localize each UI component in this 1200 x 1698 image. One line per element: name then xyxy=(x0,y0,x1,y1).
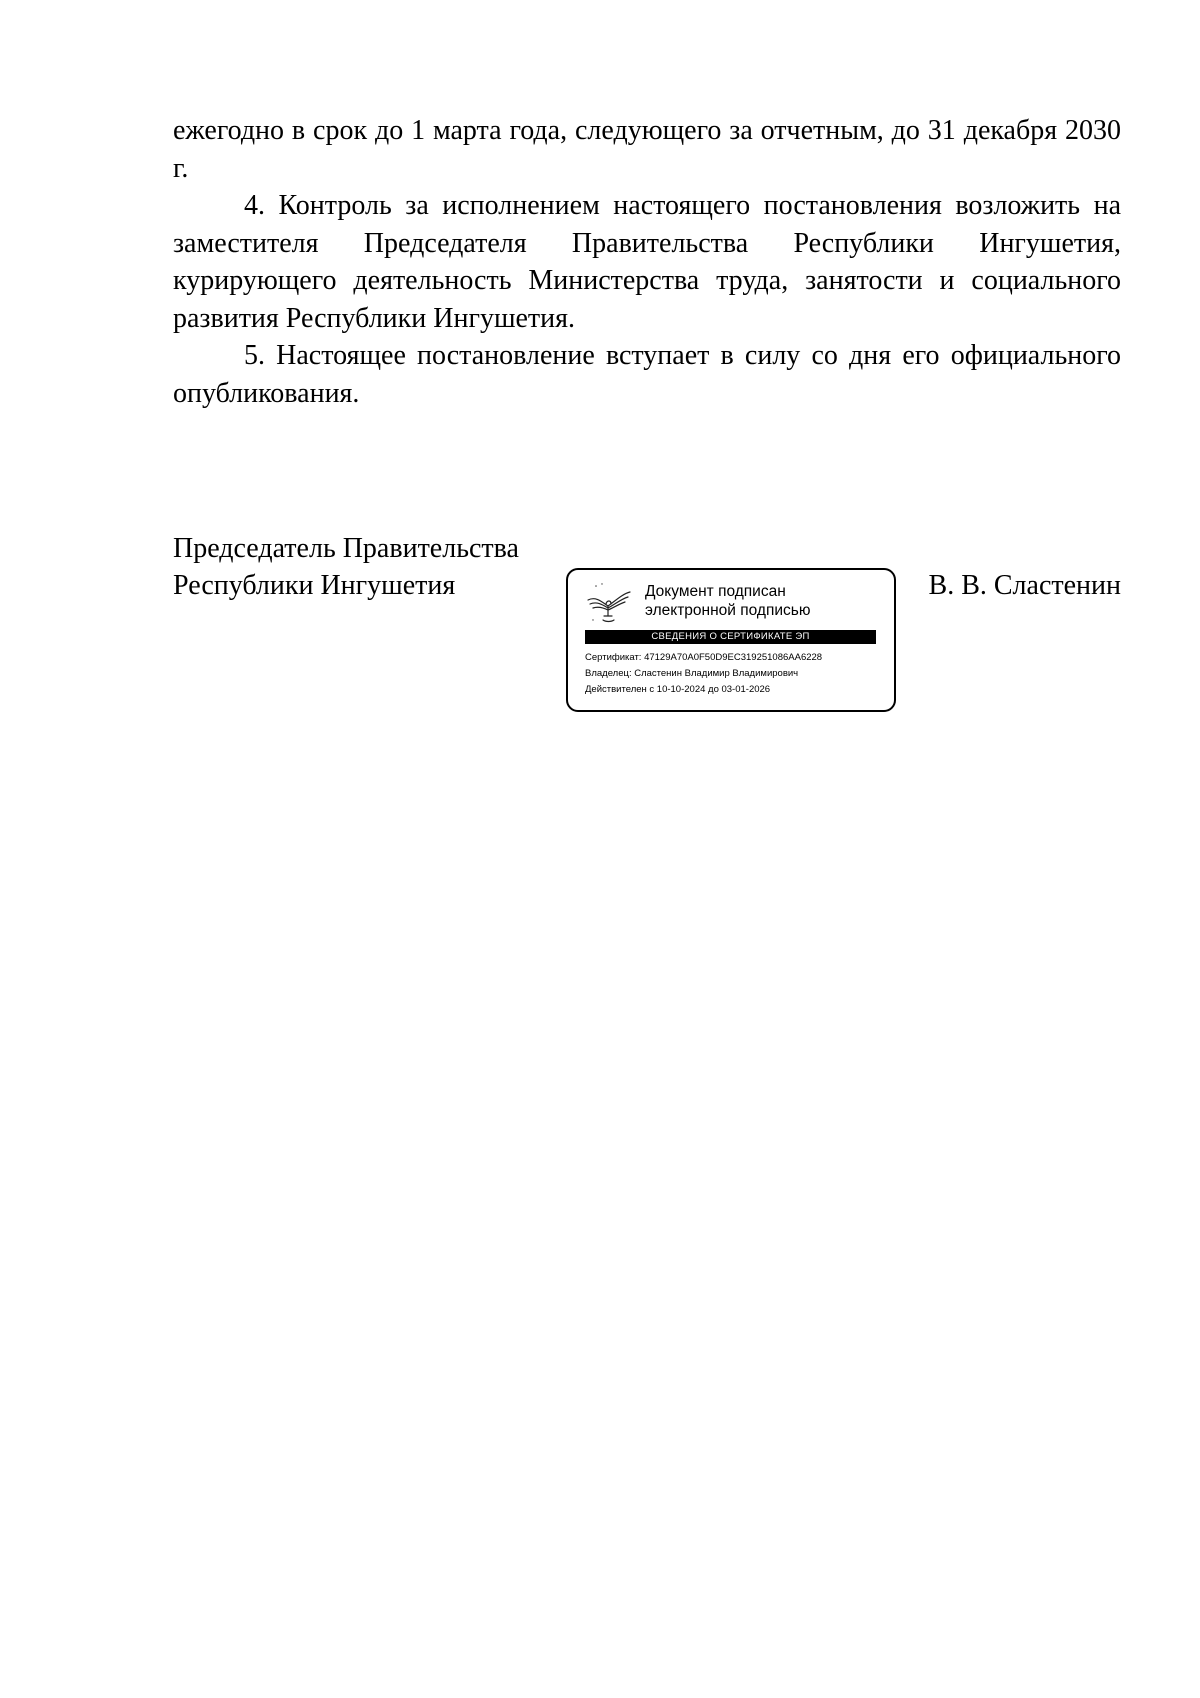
stamp-title-line1: Документ подписан xyxy=(645,583,786,600)
stamp-title xyxy=(645,582,810,620)
stamp-owner: Владелец: Сластенин Владимир Владимирович xyxy=(585,668,799,679)
paragraph-deadline: ежегодно в срок до 1 марта года, следующего за отчетным, до 31 декабря 2030 г. xyxy=(173,115,1121,184)
electronic-signature-stamp xyxy=(566,568,896,712)
signer-position-line1: Председатель Правительства xyxy=(173,533,519,564)
stamp-validity: Действителен с 10-10-2024 до 03-01-2026 xyxy=(585,684,771,695)
signer-position-line2: Республики Ингушетия xyxy=(173,570,456,601)
paragraph-4-control: 4. Контроль за исполнением настоящего постановления возложить на заместителя Председателя Правительства Республики Ингушетия, курирующего деятельность Министерства труда, занятости и социального развития Республики Ингушетия. xyxy=(173,190,1121,334)
stamp-certificate-details xyxy=(585,650,822,698)
eagle-emblem-icon xyxy=(584,580,634,626)
signer-name: В. В. Сластенин xyxy=(928,570,1121,601)
paragraph-5-effect: 5. Настоящее постановление вступает в силу со дня его официального опубликования. xyxy=(173,340,1121,409)
stamp-certificate-header: СВЕДЕНИЯ О СЕРТИФИКАТЕ ЭП xyxy=(585,630,876,644)
stamp-certificate-number: Сертификат: 47129A70A0F50D9EC319251086AA6228 xyxy=(585,652,823,663)
signer-position xyxy=(173,530,519,604)
stamp-title-line2: электронной подписью xyxy=(645,602,811,619)
document-body xyxy=(173,112,1121,412)
